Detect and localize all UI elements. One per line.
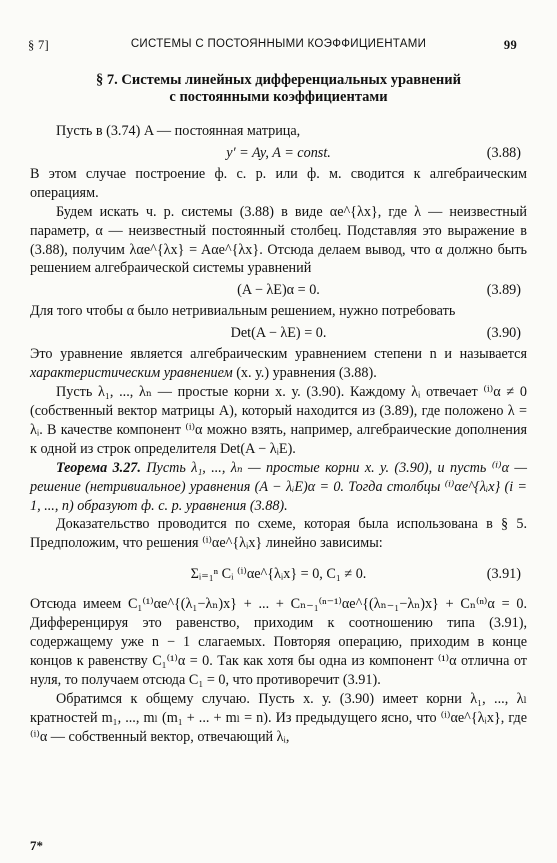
paragraph-3: Будем искать ч. р. системы (3.88) в виде αe^{λx}, где λ — неизвестный параметр, α — неизвестный постоянный столбец. Подставляя это выражение в (3.88), получим λαe^{λx} = Aαe^{λx}. Отсюда делаем вывод, что α должно быть решением алгебраической системы уравнений xyxy=(30,203,527,277)
body-text xyxy=(30,122,527,746)
section-title-line-2: с постоянными коэффициентами xyxy=(169,89,388,105)
paragraph-5-end: (х. у.) уравнения (3.88). xyxy=(232,365,377,382)
theorem-3-27 xyxy=(30,459,527,516)
equation-3-91 xyxy=(30,554,527,594)
paragraph-9: Обратимся к общему случаю. Пусть х. у. (3.90) имеет корни λ₁, ..., λₗ кратностей m₁, ..., mₗ (m₁ + ... + mₗ = n). Из предыдущего ясно, что ⁽ⁱ⁾αe^{λᵢx}, где ⁽ⁱ⁾α — собственный вектор, отвечающий λᵢ, xyxy=(30,690,527,745)
theorem-label: Теорема 3.27. xyxy=(56,459,141,476)
paragraph-5 xyxy=(30,345,527,383)
paragraph-1: Пусть в (3.74) A — постоянная матрица, xyxy=(56,123,301,139)
signature-mark: 7* xyxy=(30,838,43,853)
running-title: СИСТЕМЫ С ПОСТОЯННЫМИ КОЭФФИЦИЕНТАМИ xyxy=(130,38,427,50)
equation-3-88 xyxy=(30,142,527,164)
equation-number: (3.91) xyxy=(486,566,521,583)
equation-3-89 xyxy=(30,279,527,301)
section-title-line-1: § 7. Системы линейных дифференциальных уравнений xyxy=(96,72,461,88)
equation-formula: y′ = Ay, A = const. xyxy=(226,144,331,161)
equation-number: (3.88) xyxy=(486,144,521,161)
equation-number: (3.90) xyxy=(486,325,521,342)
section-mark: § 7] xyxy=(28,38,49,52)
page-number: 99 xyxy=(503,38,517,52)
paragraph-proof: Доказательство проводится по схеме, которая была использована в § 5. Предположим, что решения ⁽ⁱ⁾αe^{λᵢx} линейно зависимы: xyxy=(30,516,527,552)
equation-formula: Det(A − λE) = 0. xyxy=(230,325,327,342)
section-title xyxy=(30,72,527,106)
paragraph-4: Для того чтобы α было нетривиальным решением, нужно потребовать xyxy=(30,303,456,320)
paragraph-8: Отсюда имеем C₁⁽¹⁾αe^{(λ₁−λₙ)x} + ... + Cₙ₋₁⁽ⁿ⁻¹⁾αe^{(λₙ₋₁−λₙ)x} + Cₙ⁽ⁿ⁾α = 0. Дифференцируя это равенство, приходим к соотношению типа (3.91), содержащему уже n − 1 слагаемых. Повторяя операцию, приходим в конце концов к равенству C₁⁽¹⁾α = 0. Так как хотя бы одна из компонент ⁽¹⁾α отлична от нуля, то получаем отсюда C₁ = 0, что противоречит (3.91). xyxy=(30,596,527,688)
running-header xyxy=(0,38,557,58)
paragraph-2: В этом случае построение ф. с. р. или ф. м. сводится к алгебраическим операциям. xyxy=(30,165,527,201)
equation-formula: Σᵢ₌₁ⁿ Cᵢ ⁽ⁱ⁾αe^{λᵢx} = 0, C₁ ≠ 0. xyxy=(190,566,367,583)
equation-formula: (A − λE)α = 0. xyxy=(237,282,320,299)
paragraph-6: Пусть λ₁, ..., λₙ — простые корни х. у. (3.90). Каждому λᵢ отвечает ⁽ⁱ⁾α ≠ 0 (собственный вектор матрицы A), который находится из (3.89), где положено λ = λᵢ. В качестве компонент ⁽ⁱ⁾α можно взять, например, алгебраические дополнения к одной из строк определителя Det(A − λᵢE). xyxy=(30,384,527,457)
paragraph-5-start: Это уравнение является алгебраическим уравнением степени n и называется xyxy=(30,346,527,363)
equation-number: (3.89) xyxy=(486,282,521,299)
term-characteristic-equation: характеристическим уравнением xyxy=(30,365,233,382)
equation-3-90 xyxy=(30,322,527,344)
theorem-statement: Пусть λ₁, ..., λₙ — простые корни х. у. (3.90), и пусть ⁽ⁱ⁾α — решение (нетривиальное) уравнения (A − λᵢE)α = 0. Тогда столбцы ⁽ⁱ⁾αe^{λᵢx} (i = 1, ..., n) образуют ф. с. р. уравнения (3.88). xyxy=(30,459,527,514)
